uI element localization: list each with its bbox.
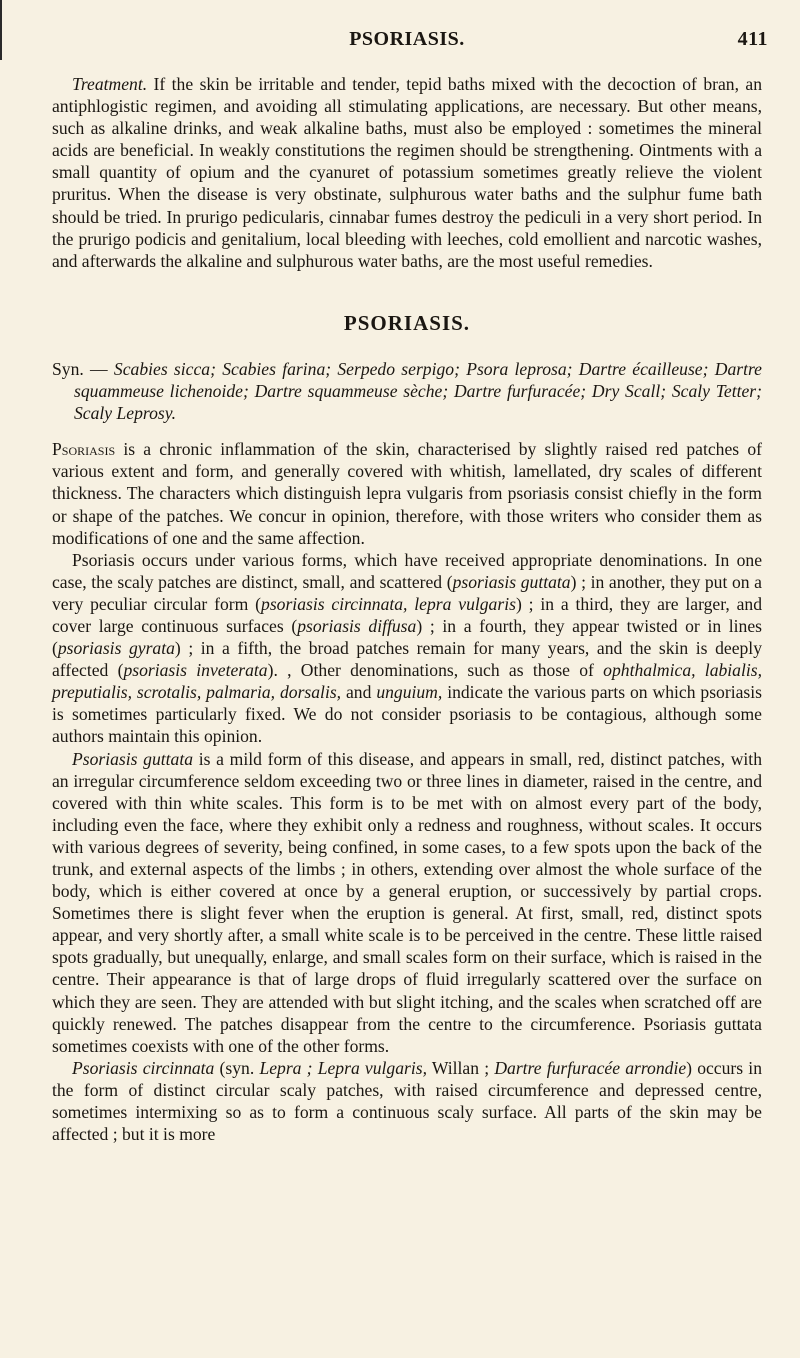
definition-text: is a chronic inflammation of the skin, characterised by slightly raised red patches of various extent and form, and generally covered with whitish, lamellated, dry scales of different thickness. The characters which distinguish lepra vulgaris from psoriasis consist chiefly in the form or shape of the patches. We concur in opinion, therefore, with those writers who consider them as modifications of one and the same affection. [52,439,762,548]
book-page [52,0,768,1145]
forms-text-3: ) ; in a third, they are larger, and cover large continuous surfaces ( [52,593,763,636]
forms-term-guttata: psoriasis guttata [452,571,571,592]
forms-term-locations: ophthalmica, labialis, preputialis, scrotalis, palmaria, dorsalis, [52,660,762,703]
treatment-lead: Treatment. [72,74,148,94]
forms-paragraph [52,549,762,748]
circinnata-text-3: ) occurs in the form of distinct circular scaly patches, with raised circumference and depressed centre, sometimes intermixing so as to form a continuous scaly surface. All parts of the skin may be affected ; but it is more [52,1057,762,1145]
definition-paragraph [52,438,762,548]
body-text [52,73,762,1145]
circinnata-lead: Psoriasis circinnata [72,1057,215,1078]
treatment-paragraph [52,73,762,272]
circinnata-term-lepra: Lepra ; Lepra vulgaris, [259,1057,427,1078]
forms-term-diffusa: psoriasis diffusa [297,615,417,636]
circinnata-text-2: Willan ; [427,1057,495,1078]
forms-text-6: ). , Other denominations, such as those of [267,660,604,681]
section-heading: PSORIASIS. [343,310,471,335]
guttata-text: is a mild form of this disease, and appears in small, red, distinct patches, with an irregular circumference seldom exceeding two or three lines in diameter, raised in the centre, and covered with thin white scales. This form is to be met with on almost every part of the body, including even the face, where they exhibit only a redness and roughness, without scales. It occurs with various degrees of severity, being confined, in some cases, to a few spots upon the back of the trunk, and external aspects of the limbs ; in others, extending over almost the whole surface of the body, which is either covered at once by a general eruption, or successively by partial crops. Sometimes there is slight fever when the eruption is general. At first, small, red, distinct spots appear, and very shortly after, a small white scale is to be perceived in the centre. These little raised spots gradually, but unequally, enlarge, and small scales form on their surface, which is raised in the centre. Their appearance is that of large drops of fluid irregularly scattered over the surface on which they are seen. They are attended with but slight itching, and the scales when scratched off are quickly renewed. The patches disappear from the centre to the circumference. Psoriasis guttata sometimes coexists with one of the other forms. [52,748,762,1056]
circinnata-paragraph [52,1057,762,1145]
circinnata-text-1: (syn. [214,1057,260,1078]
guttata-lead: Psoriasis guttata [72,748,194,769]
forms-term-gyrata: psoriasis gyrata [57,638,175,659]
forms-text-5: ) ; in a fifth, the broad patches remain for many years, and the skin is deeply affected ( [52,638,762,681]
treatment-text: If the skin be irritable and tender, tepid baths mixed with the decoction of bran, an antiphlogistic regimen, and avoiding all stimulating applications, are necessary. But other means, such as alkaline drinks, and weak alkaline baths, must also be employed : sometimes the mineral acids are beneficial. In weakly constitutions the regimen should be strengthening. Ointments with a small quantity of opium and the cyanuret of potassium sometimes greatly relieve the violent pruritus. When the disease is very obstinate, sulphurous water baths and the sulphur fume bath should be tried. In prurigo pedicularis, cinnabar fumes destroy the pediculi in a very short period. In the prurigo podicis and genitalium, local bleeding with leeches, cold emollient and narcotic washes, and afterwards the alkaline and sulphurous water baths, are the most useful remedies. [52,74,762,271]
forms-text-2: ) ; in another, they put on a very peculiar circular form ( [52,571,762,614]
page-number: 411 [737,28,768,50]
guttata-paragraph [52,748,762,1057]
synonyms-lead: Syn. — [52,358,114,379]
forms-text-8: indicate the various parts on which psoriasis is sometimes particularly fixed. We do not consider psoriasis to be contagious, although some authors maintain this opinion. [52,682,762,747]
circinnata-term-dartre: Dartre furfuracée arrondie [494,1057,687,1078]
running-header [52,0,768,50]
definition-lead: Psoriasis [52,439,116,460]
forms-term-inveterata: psoriasis inveterata [123,660,268,681]
forms-term-circinnata: psoriasis circinnata, lepra vulgaris [261,593,516,614]
forms-text-4: ) ; in a fourth, they appear twisted or in lines ( [52,615,763,659]
forms-text-7: and [341,682,377,703]
synonyms-paragraph [52,358,762,424]
binding-edge [0,0,8,60]
synonyms-text: Scabies sicca; Scabies farina; Serpedo serpigo; Psora leprosa; Dartre écailleuse; Dartre squammeuse lichenoide; Dartre squammeuse sèche; Dartre furfuracée; Dry Scall; Scaly Tetter; Scaly Leprosy. [74,358,762,424]
forms-term-unguium: unguium, [376,682,443,703]
running-title: PSORIASIS. [349,28,465,50]
forms-text-1: Psoriasis occurs under various forms, which have received appropriate denominations. In one case, the scaly patches are distinct, small, and scattered ( [52,549,762,592]
